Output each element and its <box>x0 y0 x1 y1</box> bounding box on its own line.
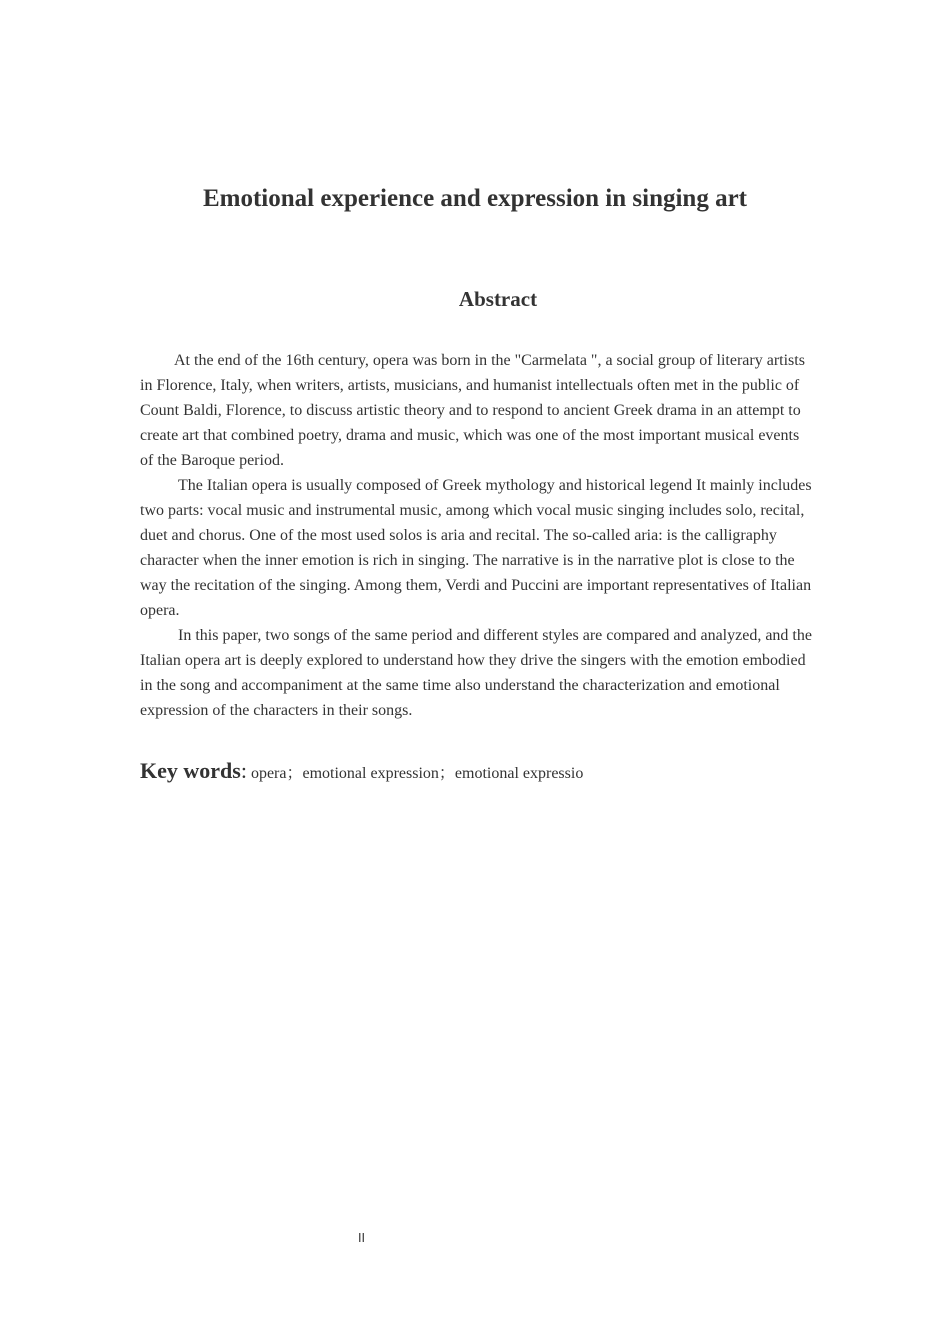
abstract-paragraph-1: At the end of the 16th century, opera was born in the "Carmelata ", a social group of literary artists in Florence, Italy, when writers, artists, musicians, and humanist intellectuals often met in the public of Count Baldi, Florence, to discuss artistic theory and to respond to ancient Greek drama in an attempt to create art that combined poetry, drama and music, which was one of the most important musical events of the Baroque period. <box>140 352 805 469</box>
keywords-line <box>140 755 583 790</box>
keywords-label: Key words <box>140 758 241 783</box>
page-title: Emotional experience and expression in singing art <box>202 185 747 212</box>
abstract-heading: Abstract <box>458 287 538 311</box>
page-number: II <box>358 1231 366 1245</box>
abstract-paragraph-2: The Italian opera is usually composed of Greek mythology and historical legend It mainly includes two parts: vocal music and instrumental music, among which vocal music singing includes solo, recital, duet and chorus. One of the most used solos is aria and recital. The so-called aria: is the calligraphy character when the inner emotion is rich in singing. The narrative is in the narrative plot is close to the way the recitation of the singing. Among them, Verdi and Puccini are important representatives of Italian opera. <box>140 477 812 619</box>
abstract-paragraph-3: In this paper, two songs of the same period and different styles are compared and analyzed, and the Italian opera art is deeply explored to understand how they drive the singers with the emotion embodied in the song and accompaniment at the same time also understand the characterization and emotional expression of the characters in their songs. <box>140 627 812 719</box>
keywords-values: opera；emotional expression；emotional expressio <box>246 765 584 782</box>
abstract-body <box>140 348 812 723</box>
keywords-colon: : <box>240 758 247 783</box>
